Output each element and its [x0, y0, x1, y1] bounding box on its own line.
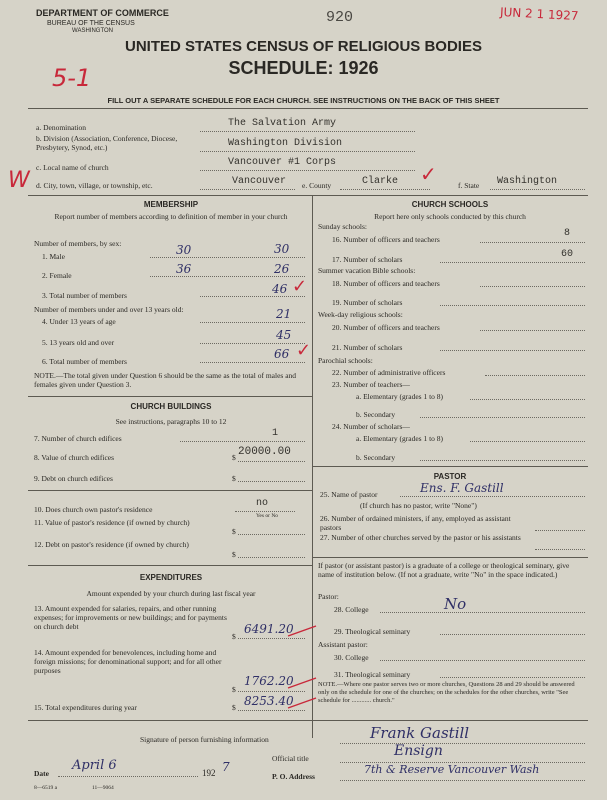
male-label: 1. Male: [42, 252, 65, 261]
edifices-dollar: $: [232, 453, 236, 462]
state-value[interactable]: Washington: [497, 176, 558, 187]
over-13-label: 5. 13 years old and over: [42, 338, 115, 347]
date-value[interactable]: April 6: [72, 758, 117, 773]
weekday-officers-label: 20. Number of officers and teachers: [332, 323, 440, 332]
edifices-value[interactable]: 20000.00: [238, 446, 291, 458]
pastor-title: PASTOR: [433, 472, 467, 481]
parochial-teachers-label: 23. Number of teachers—: [332, 380, 410, 389]
membership-title: MEMBERSHIP: [143, 200, 199, 209]
sunday-scholars-value[interactable]: 60: [561, 249, 574, 260]
document-title: UNITED STATES CENSUS OF RELIGIOUS BODIES: [125, 38, 482, 55]
parochial-admin-label: 22. Number of administrative officers: [332, 368, 446, 377]
membership-subtitle: Report number of members according to definition of member in your church: [54, 212, 288, 221]
vacation-officers-label: 18. Number of officers and teachers: [332, 279, 440, 288]
ordained-ministers-label: 26. Number of ordained ministers, if any, employed as assistant pastors: [320, 514, 511, 532]
schools-title: CHURCH SCHOOLS: [411, 200, 489, 209]
edifices-count-label: 7. Number of church edifices: [34, 434, 122, 443]
total-check-mark: ✓: [292, 276, 308, 297]
signature-value[interactable]: Frank Gastill: [370, 724, 470, 742]
local-name-value[interactable]: Vancouver #1 Corps: [228, 157, 337, 168]
pastor-seminary-label: 29. Theological seminary: [334, 627, 411, 636]
county-value[interactable]: Clarke: [362, 176, 399, 187]
by-age-label: Number of members under and over 13 years old:: [34, 305, 184, 314]
female-value-a[interactable]: 36: [176, 262, 192, 276]
margin-mark: 5-1: [52, 64, 92, 92]
female-label: 2. Female: [42, 271, 72, 280]
running-dollar: $: [232, 632, 236, 641]
official-title-label: Official title: [272, 754, 309, 763]
edifices-debt-label: 9. Debt on church edifices: [34, 474, 113, 483]
buildings-subtitle: See instructions, paragraphs 10 to 12: [115, 417, 227, 426]
debt-dollar: $: [232, 474, 236, 483]
benevolences-dollar: $: [232, 685, 236, 694]
total-members-label: 3. Total number of members: [42, 291, 127, 300]
assistant-seminary-label: 31. Theological seminary: [334, 670, 411, 679]
city-label: d. City, town, village, or township, etc.: [36, 181, 153, 190]
teachers-elementary-label: a. Elementary (grades 1 to 8): [356, 392, 444, 401]
edifices-count-value[interactable]: 1: [272, 428, 279, 439]
college-instruction: If pastor (or assistant pastor) is a graduate of a college or theological seminary, give name of institution below. (If not a graduate, write "No" in the space indicated.): [318, 561, 570, 579]
footer-code: 8—6519 a: [34, 785, 58, 791]
sunday-label: Sunday schools:: [318, 222, 367, 231]
owns-residence-value[interactable]: no: [256, 498, 269, 509]
division-value[interactable]: Washington Division: [228, 138, 343, 149]
membership-note: NOTE.—The total given under Question 6 should be the same as the total of males and females given under Question 3.: [34, 371, 297, 389]
residence-debt-label: 12. Debt on pastor's residence (if owned by church): [34, 540, 189, 549]
other-churches-label: 27. Number of other churches served by the pastor or his assistants: [320, 533, 521, 542]
benevolences-value[interactable]: 1762.20: [244, 674, 294, 688]
pastor-sub-label: Pastor:: [318, 592, 339, 601]
under-13-label: 4. Under 13 years of age: [42, 317, 116, 326]
pastor-name-value[interactable]: Ens. F. Gastill: [420, 481, 504, 495]
denomination-label: a. Denomination: [36, 123, 86, 132]
pastor-college-label: 28. College: [334, 605, 369, 614]
department-label: DEPARTMENT OF COMMERCE: [36, 8, 169, 18]
division-label: b. Division (Association, Conference, Diocese, Presbytery, Synod, etc.): [36, 134, 178, 152]
sunday-officers-value[interactable]: 8: [564, 228, 571, 239]
over-13-value[interactable]: 45: [276, 328, 292, 342]
total-exp-dollar: $: [232, 703, 236, 712]
schools-subtitle: Report here only schools conducted by this church: [374, 212, 526, 221]
year-prefix: 192: [202, 768, 216, 778]
vacation-scholars-label: 19. Number of scholars: [332, 298, 403, 307]
owns-residence-label: 10. Does church own pastor's residence: [34, 505, 153, 514]
residence-debt-dollar: $: [232, 550, 236, 559]
assistant-college-label: 30. College: [334, 653, 369, 662]
parochial-label: Parochial schools:: [318, 356, 373, 365]
weekday-scholars-label: 21. Number of scholars: [332, 343, 403, 352]
expenditure-red-marks: [286, 618, 322, 718]
official-title-value[interactable]: Ensign: [394, 743, 443, 759]
total-expenditures-label: 15. Total expenditures during year: [34, 703, 137, 712]
date-label: Date: [34, 769, 49, 778]
city-label: WASHINGTON: [72, 28, 114, 34]
county-check-mark: ✓: [420, 162, 437, 186]
schedule-title: SCHEDULE: 1926: [228, 58, 379, 78]
footer-code-2: 11—9064: [92, 785, 114, 791]
address-label: P. O. Address: [272, 772, 315, 781]
male-value-a[interactable]: 30: [176, 243, 192, 257]
by-sex-label: Number of members, by sex:: [34, 239, 122, 248]
pastor-note: NOTE.—Where one pastor serves two or more churches, Questions 28 and 29 should be answered only on the schedule for one of the churches; on the schedules for the other churches, write "See schedule for ............ church.": [318, 681, 575, 704]
assistant-sub-label: Assistant pastor:: [318, 640, 368, 649]
running-expenses-label: 13. Amount expended for salaries, repairs, and other running expenses; for improvements or new buildings; and for payments on church debt: [34, 604, 227, 631]
county-label: e. County: [302, 181, 332, 190]
received-stamp: JUN 2 1 1927: [499, 4, 579, 24]
residence-value-label: 11. Value of pastor's residence (if owned by church): [34, 518, 190, 527]
expenditures-subtitle: Amount expended by your church during last fiscal year: [86, 589, 256, 598]
weekday-label: Week-day religious schools:: [318, 310, 403, 319]
under-13-value[interactable]: 21: [276, 307, 292, 321]
female-value-b[interactable]: 26: [274, 262, 290, 276]
vacation-label: Summer vacation Bible schools:: [318, 266, 416, 275]
pastor-none-hint: (If church has no pastor, write "None"): [360, 501, 477, 510]
expenditures-title: EXPENDITURES: [139, 573, 203, 582]
total-members-value[interactable]: 46: [272, 282, 288, 296]
benevolences-label: 14. Amount expended for benevolences, including home and foreign missions; for denominational support; and for all other purposes: [34, 648, 222, 675]
address-value[interactable]: 7th & Reserve Vancouver Wash: [364, 763, 540, 776]
pastor-name-label: 25. Name of pastor: [320, 490, 378, 499]
total-expenditures-value[interactable]: 8253.40: [244, 694, 294, 708]
city-value[interactable]: Vancouver: [232, 176, 287, 187]
scholars-elementary-label: a. Elementary (grades 1 to 8): [356, 434, 444, 443]
instruction-line: FILL OUT A SEPARATE SCHEDULE FOR EACH CHURCH. SEE INSTRUCTIONS ON THE BACK OF THIS SHEET: [107, 96, 500, 105]
male-value-b[interactable]: 30: [274, 242, 290, 256]
yes-no-hint: Yes or No: [256, 513, 279, 519]
teachers-secondary-label: b. Secondary: [356, 410, 396, 419]
parochial-scholars-label: 24. Number of scholars—: [332, 422, 410, 431]
buildings-title: CHURCH BUILDINGS: [130, 402, 212, 411]
local-name-label: c. Local name of church: [36, 163, 109, 172]
edifices-value-label: 8. Value of church edifices: [34, 453, 115, 462]
state-label: f. State: [458, 181, 480, 190]
bureau-label: BUREAU OF THE CENSUS: [47, 20, 135, 27]
form-number: 920: [326, 9, 354, 26]
residence-dollar: $: [232, 527, 236, 536]
scholars-secondary-label: b. Secondary: [356, 453, 396, 462]
signature-label: Signature of person furnishing information: [140, 735, 269, 744]
margin-w-mark: W: [8, 168, 30, 193]
denomination-value[interactable]: The Salvation Army: [228, 118, 337, 129]
pastor-college-value[interactable]: No: [444, 595, 467, 613]
total-age-check-mark: ✓: [296, 340, 312, 361]
running-expenses-value[interactable]: 6491.20: [244, 622, 294, 636]
year-digit[interactable]: 7: [222, 760, 230, 774]
sunday-officers-label: 16. Number of officers and teachers: [332, 235, 440, 244]
sunday-scholars-label: 17. Number of scholars: [332, 255, 403, 264]
total-age-label: 6. Total number of members: [42, 357, 127, 366]
total-age-value[interactable]: 66: [274, 347, 290, 361]
